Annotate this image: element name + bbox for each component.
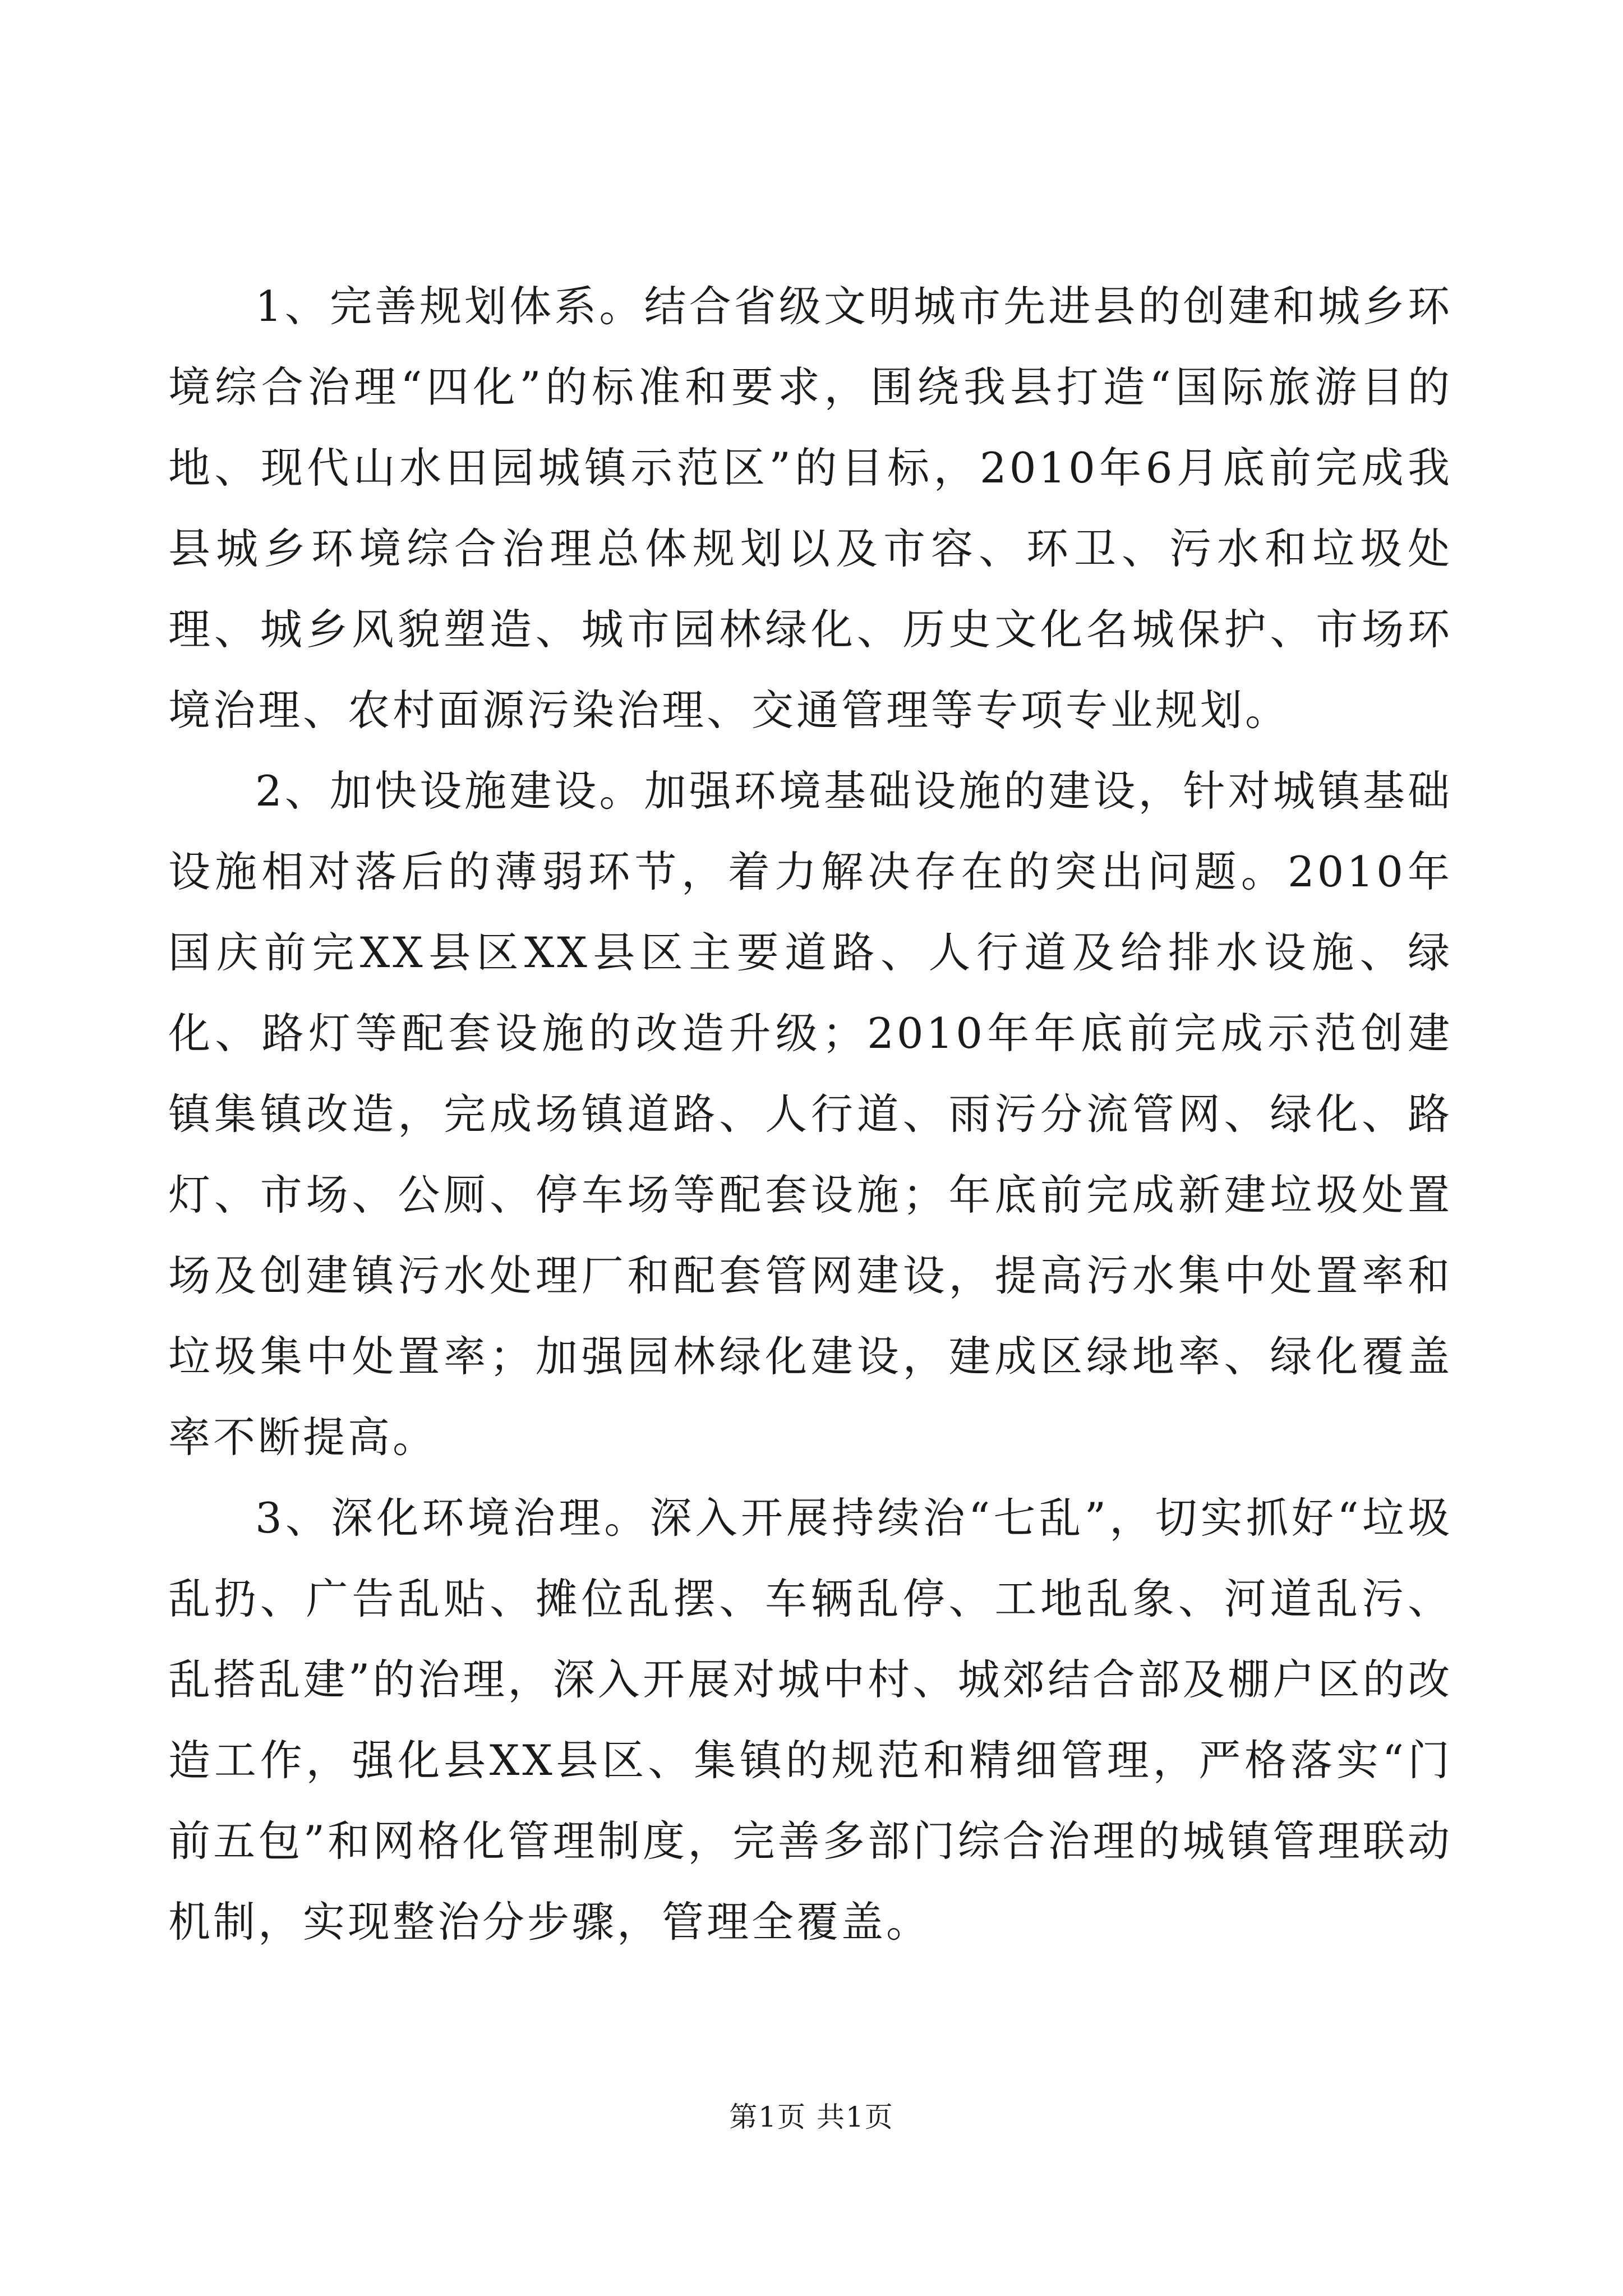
- page-footer: 第1页 共1页: [729, 2101, 894, 2133]
- paragraph-facility-construction: 2、加快设施建设。加强环境基础设施的建设，针对城镇基础设施相对落后的薄弱环节，着力解决存在的突出问题。2010年国庆前完XX县区XX县区主要道路、人行道及给排水设施、绿化、路灯等配套设施的改造升级；2010年年底前完成示范创建镇集镇改造，完成场镇道路、人行道、雨污分流管网、绿化、路灯、市场、公厕、停车场等配套设施；年底前完成新建垃圾处置场及创建镇污水处理厂和配套管网建设，提高污水集中处置率和垃圾集中处置率；加强园林绿化建设，建成区绿地率、绿化覆盖率不断提高。: [168, 766, 1453, 1462]
- document-body: [168, 266, 1453, 1962]
- paragraph-environment-governance: 3、深化环境治理。深入开展持续治“七乱”，切实抓好“垃圾乱扔、广告乱贴、摊位乱摆、车辆乱停、工地乱象、河道乱污、乱搭乱建”的治理，深入开展对城中村、城郊结合部及棚户区的改造工作，强化县XX县区、集镇的规范和精细管理，严格落实“门前五包”和网格化管理制度，完善多部门综合治理的城镇管理联动机制，实现整治分步骤，管理全覆盖。: [168, 1493, 1453, 1947]
- paragraph-planning-system: 1、完善规划体系。结合省级文明城市先进县的创建和城乡环境综合治理“四化”的标准和要求，围绕我县打造“国际旅游目的地、现代山水田园城镇示范区”的目标，2010年6月底前完成我县城乡环境综合治理总体规划以及市容、环卫、污水和垃圾处理、城乡风貌塑造、城市园林绿化、历史文化名城保护、市场环境治理、农村面源污染治理、交通管理等专项专业规划。: [168, 282, 1453, 735]
